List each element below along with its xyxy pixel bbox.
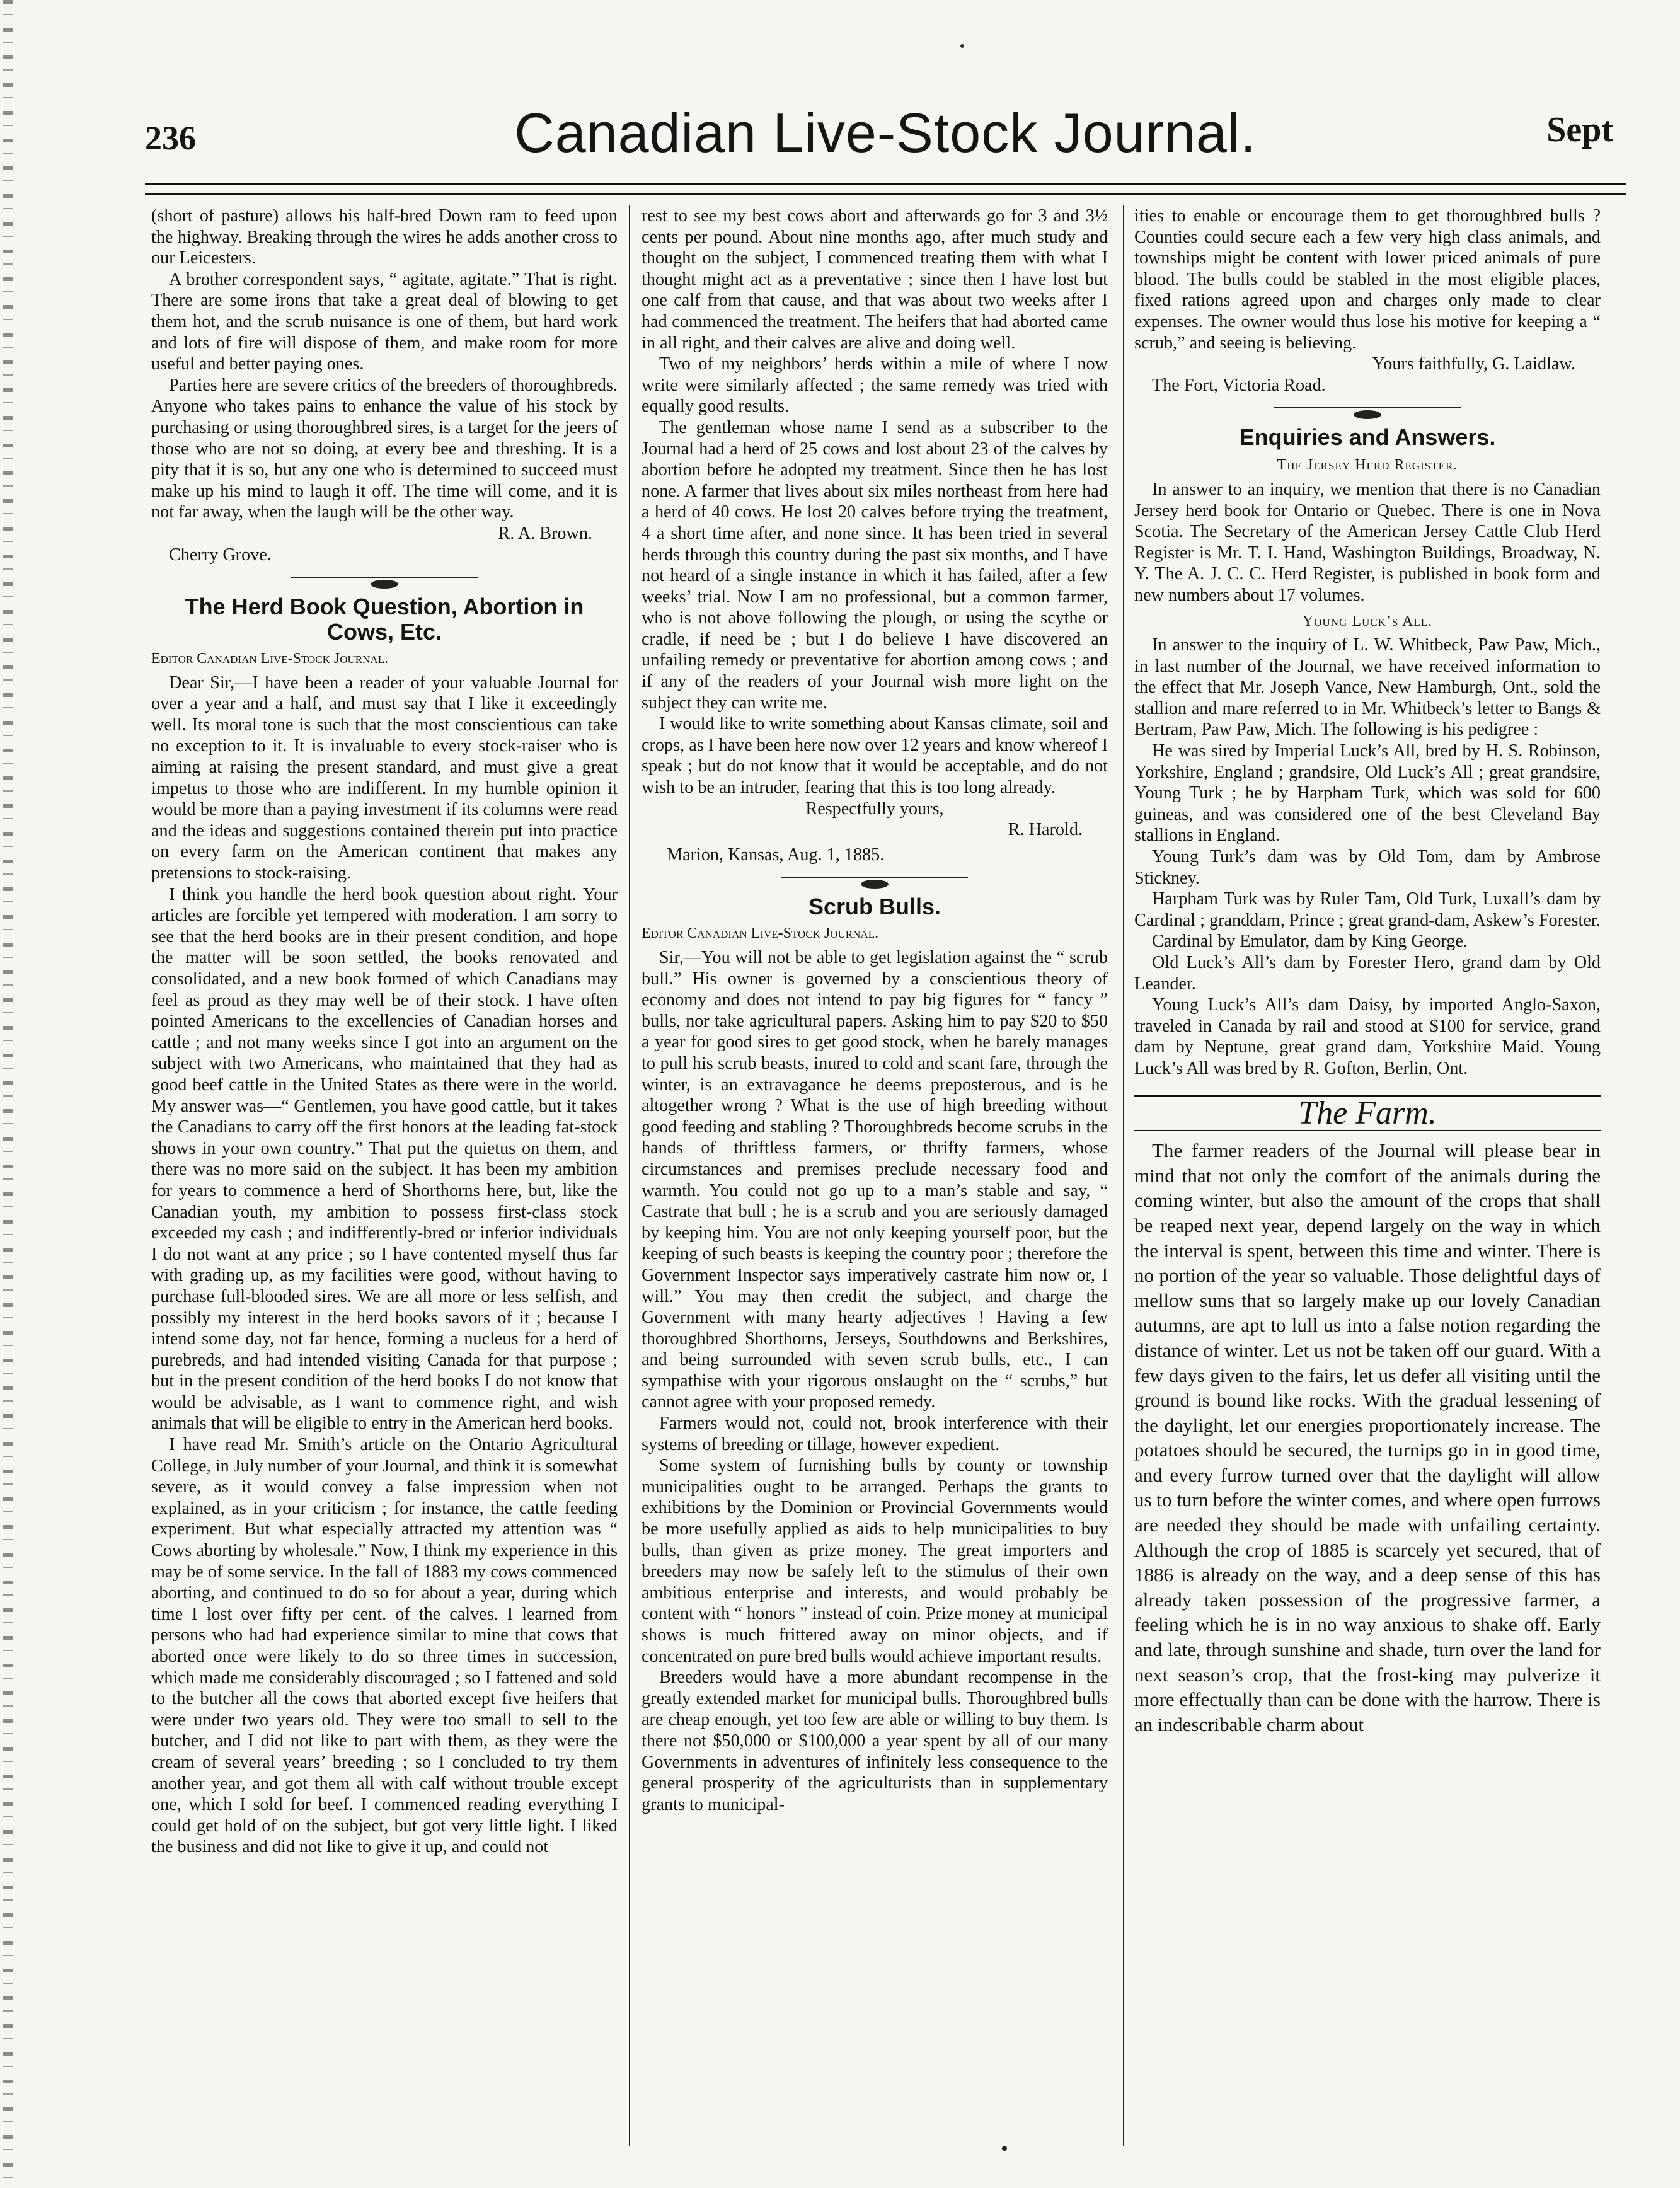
column-right — [1134, 205, 1601, 2146]
subheading: The Jersey Herd Register. — [1277, 457, 1458, 474]
paragraph: Farmers would not, could not, brook interference with their systems of breeding or tillage, however expedient. — [642, 1414, 1108, 1454]
paragraph: The gentleman whose name I send as a subscriber to the Journal had a herd of 25 cows and lost about 23 of the calves by abortion before he adopted my treatment. Since then he has lost none. A farmer that lives about six miles northeast from here had a herd of 40 cows. He lost 20 calves before trying the treatment, 4 a short time after, and none since. It has been tried in several herds through this country during the past six months, and I have not heard of a single instance in which it has failed, after a few weeks’ trial. Now I am no professional, but a common farmer, who is not above following the plough, or using the scythe or cradle, if need be ; but I do believe I have discovered an unfailing remedy or preventative for abortion among cows ; and if any of the readers of your Journal wish more light on the subject they can write me. — [642, 417, 1108, 713]
ornament-divider — [151, 572, 618, 583]
paragraph: In answer to an inquiry, we mention that there is no Canadian Jersey herd book for Ontario or Quebec. There is one in Nova Scotia. The Secretary of the American Jersey Cattle Club Herd Register is Mr. T. I. Hand, Washington Buildings, Broadway, N. Y. The A. J. C. C. Herd Register, is published in book form and new numbers about 17 volumes. — [1134, 479, 1601, 605]
issue-month: Sept — [1546, 110, 1613, 149]
dateline: Marion, Kansas, Aug. 1, 1885. — [667, 844, 885, 865]
paragraph: Two of my neighbors’ herds within a mile of where I now write were similarly affected ; the same remedy was tried with equally good results. — [642, 354, 1108, 417]
column-divider — [1123, 205, 1124, 2146]
journal-title: Canadian Live-Stock Journal. — [514, 101, 1257, 164]
paragraph: I would like to write something about Kansas climate, soil and crops, as I have been here now over 12 years and know whereof I speak ; but do not know that it would be acceptable, and do not wish to be an intruder, fearing that this is too long already. — [642, 714, 1108, 798]
paragraph: I have read Mr. Smith’s article on the Ontario Agricultural College, in July number of your Journal, and think it is somewhat severe, as it would convey a false impression when not explained, as in your criticism ; for instance, the cattle feeding experiment. But what especially attracted my attention was “ Cows aborting by wholesale.” Now, I think my experience in this may be of some service. In the fall of 1883 my cows commenced aborting, and continued to do so for about a year, during which time I lost over fifty per cent. of the calves. I learned from persons who had had experience similar to mine that cows that aborted once were likely to do so three times in succession, which made me considerably discouraged ; so I fattened and sold to the butcher all the cows that aborted except five heifers that were under two years old. They were too small to sell to the butcher, and I did not like to part with them, as they were the cream of several years’ breeding ; so I concluded to try them another year, and got them all with calf without trouble except one, which I sold for beef. I commenced reading everything I could get hold of on the subject, but got very little light. I liked the business and did not like to give it up, and could not — [151, 1435, 618, 1857]
paragraph: A brother correspondent says, “ agitate, agitate.” That is right. There are some irons that take a great deal of blowing to get them hot, and the scrub nuisance is one of them, but hard work and lots of fire will dispose of them, and make room for more useful and better paying ones. — [151, 269, 618, 374]
signature: R. Harold. — [1008, 820, 1083, 840]
paragraph: In answer to the inquiry of L. W. Whitbeck, Paw Paw, Mich., in last number of the Journal, we have received information to the effect that Mr. Joseph Vance, New Hamburgh, Ont., sold the stallion and mare referred to in Mr. Whitbeck’s letter to Bangs & Bertram, Paw Paw, Mich. The following is his pedigree : — [1134, 635, 1601, 740]
signature-place: The Fort, Victoria Road. — [1152, 375, 1326, 395]
header-rule — [145, 183, 1626, 195]
paragraph: Sir,—You will not be able to get legislation against the “ scrub bull.” His owner is governed by a conscientious theory of economy and does not intend to pay big figures for “ fancy ” bulls, nor take agricultural papers. Asking him to pay $20 to $50 a year for good sires to get good stock, when he barely manages to pull his scrub beasts, inured to cold and scant fare, through the winter, is an extravagance he deems preposterous, and is he altogether wrong ? What is the use of high breeding without good feeding and stabling ? Thoroughbreds become scrubs in the hands of thriftless farmers, or thrifty farmers, whose circumstances and premises preclude necessary food and warmth. You could not go up to a man’s stable and say, “ Castrate that bull ; he is a scrub and you are seriously damaged by keeping him. You are not only keeping yourself poor, but the keeping of such beasts is keeping the country poor ; therefore the Government Inspector says imperatively castrate him now or, I will.” You may then credit the subject, and charge the Government with many hearty adjectives ! Having a few thoroughbred Shorthorns, Jerseys, Southdowns and Berkshires, and being surrounded with seven scrub bulls, etc., I can sympathise with your rigorous onslaught on the “ scrubs,” but cannot agree with your proposed remedy. — [642, 948, 1108, 1412]
paragraph: rest to see my best cows abort and afterwards go for 3 and 3½ cents per pound. About nine months ago, after much study and thought on the subject, I commenced treating them with what I thought might act as a preventative ; since then I have lost but one calf from that cause, and that was about two weeks after I had commenced the treatment. The heifers that had aborted came in all right, and their calves are alive and doing well. — [642, 206, 1108, 353]
print-speck — [1002, 2146, 1007, 2151]
column-left — [151, 205, 618, 2146]
editor-address: Editor Canadian Live-Stock Journal. — [151, 650, 389, 667]
signature: R. A. Brown. — [498, 523, 592, 543]
paragraph: Old Luck’s All’s dam by Forester Hero, grand dam by Old Leander. — [1134, 953, 1601, 994]
editor-address: Editor Canadian Live-Stock Journal. — [642, 925, 879, 942]
ornament-divider — [642, 872, 1108, 883]
signature: Yours faithfully, G. Laidlaw. — [1372, 354, 1575, 374]
column-middle — [642, 205, 1108, 2146]
article-heading: The Herd Book Question, Abortion in Cows, Etc. — [185, 594, 584, 645]
paragraph: Breeders would have a more abundant recompense in the greatly extended market for municipal bulls. Thoroughbred bulls are cheap enough, yet too few are able or willing to buy them. Is there not $50,000 or $100,000 a year spent by all of our many Governments in adventures of infinitely less consequence to the general prosperity of the agriculturists than in supplementary grants to municipal- — [642, 1667, 1108, 1814]
paragraph: Cardinal by Emulator, dam by King George. — [1152, 931, 1468, 952]
subheading: Young Luck’s All. — [1302, 613, 1433, 630]
signature-place: Cherry Grove. — [169, 544, 272, 565]
page-header — [145, 101, 1626, 170]
closing: Respectfully yours, — [805, 798, 944, 819]
paragraph: Young Turk’s dam was by Old Tom, dam by Ambrose Stickney. — [1134, 847, 1601, 888]
paragraph: (short of pasture) allows his half-bred Down ram to feed upon the highway. Breaking through the wires he adds another cross to our Leicesters. — [151, 206, 618, 268]
paragraph: I think you handle the herd book question about right. Your articles are forcible yet tempered with moderation. I am sorry to see that the herd books are in their present condition, and hope the matter will be soon settled, the books renovated and consolidated, and a new book formed of which Canadians may feel as proud as they may well be of their stock. I have often pointed Americans to the excellencies of Canadian horses and cattle ; and not many weeks since I got into an argument on the subject with two Americans, who maintained that they had as good beef cattle in the United States as there were in the world. My answer was—“ Gentlemen, you have good cattle, but it takes the Canadians to carry off the first honors at the leading fat-stock shows in your own country.” That put the quietus on them, and there was no more said on the subject. It has been my ambition for years to commence a herd of Shorthorns here, but, like the Canadian youth, my ambition to possess first-class stock exceeded my cash ; and indifferently-bred or inferior individuals I do not want at any price ; so I have contented myself thus far with grading up, as my facilities were good, without having to purchase full-blooded sires. We are all more or less selfish, and possibly my interest in the herd books savors of it ; because I intend some day, not far hence, forming a nucleus for a herd of purebreds, and had intended visiting Canada for that purpose ; but in the present condition of the herd books I do not know that would be advisable, as I want to commence right, and wish animals that will be eligible to entry in the American herd books. — [151, 884, 618, 1434]
article-heading: Enquiries and Answers. — [1239, 424, 1496, 451]
paragraph: ities to enable or encourage them to get thoroughbred bulls ? Counties could secure each a few very high class animals, and townships might be content with lower priced animals of pure blood. The bulls could be stabled in the most eligible places, fixed rations agreed upon and charges only made to clear expenses. The owner would thus lose his motive for keeping a “ scrub,” and seeing is believing. — [1134, 206, 1601, 353]
article-heading: Scrub Bulls. — [808, 894, 941, 920]
binding-edge — [3, 0, 13, 2188]
paragraph: Some system of furnishing bulls by county or township municipalities ought to be arranged. Perhaps the grants to exhibitions by the Dominion or Provincial Governments would be more usefully applied as aids to help municipalities to buy bulls, than given as prize money. The great importers and breeders may now be safely left to the stimulus of their own ambitious enterprise and interests, and would probably be content with “ honors ” instead of coin. Prize money at municipal shows is much frittered away on minor objects, and if concentrated on pure bred bulls would achieve important results. — [642, 1456, 1108, 1666]
column-divider — [629, 205, 630, 2146]
paragraph: Parties here are severe critics of the breeders of thoroughbreds. Anyone who takes pains to enhance the value of his stock by purchasing or using thoroughbred sires, is a target for the jeers of those who are not so doing, at every bee and threshing. It is a pity that it is so, but any one who is determined to succeed must make up his mind to laugh it off. The time will come, and it is not far away, when the laugh will be the other way. — [151, 375, 618, 522]
paragraph: Harpham Turk was by Ruler Tam, Old Turk, Luxall’s dam by Cardinal ; granddam, Prince ; great grand-dam, Askew’s Forester. — [1134, 889, 1601, 930]
paragraph: Young Luck’s All’s dam Daisy, by imported Anglo-Saxon, traveled in Canada by rail and stood at $100 for service, grand dam by Neptune, great grand dam, Yorkshire Maid. Young Luck’s All was bred by R. Gofton, Berlin, Ont. — [1134, 995, 1601, 1078]
section-title: The Farm. — [1134, 1095, 1601, 1131]
paragraph: He was sired by Imperial Luck’s All, bred by H. S. Robinson, Yorkshire, England ; grandsire, Old Luck’s All ; great grandsire, Young Turk ; he by Harpham Turk, which was sold for 600 guineas, and was considered one of the best Cleveland Bay stallions in England. — [1134, 741, 1601, 846]
paragraph: The farmer readers of the Journal will please bear in mind that not only the comfort of the animals during the coming winter, but also the amount of the crops that shall be reaped next year, depend largely on the way in which the interval is spent, between this time and winter. There is no portion of the year so valuable. Those delightful days of mellow suns that so largely make up our lovely Canadian autumns, are apt to lull us into a false notion regarding the distance of winter. Let us not be taken off our guard. With a few days given to the fairs, let us defer all visiting until the ground is bound like rocks. With the gradual lessening of the daylight, let our energies proportionately increase. The potatoes should be secured, the turnips go in in good time, and every furrow turned over that the daylight will allow us to turn before the winter comes, and where open furrows are needed they should be made with unfailing certainty. Although the crop of 1885 is scarcely yet secured, that of 1886 is already on the way, and a deep sense of this has already taken possession of the progressive farmer, a feeling which he is in no way anxious to shake off. Early and late, through sunshine and shade, turn over the land for next season’s crop, that the frost-king may pulverize it more effectually than can be done with the harrow. There is an indescribable charm about — [1134, 1139, 1601, 1736]
print-speck — [960, 44, 964, 48]
ornament-divider — [1134, 402, 1601, 413]
page-number: 236 — [145, 119, 196, 157]
paragraph: Dear Sir,—I have been a reader of your valuable Journal for over a year and a half, and must say that I like it exceedingly well. Its moral tone is such that the most conscientious can take no exception to it. It is invaluable to every stock-raiser who is aiming at raising the present standard, and must give a great impetus to those who are indifferent. In my humble opinion it would be more than a paying investment if its columns were read and the ideas and suggestions contained therein put into practice on every farm on the American continent that makes any pretensions to stock-raising. — [151, 672, 618, 884]
